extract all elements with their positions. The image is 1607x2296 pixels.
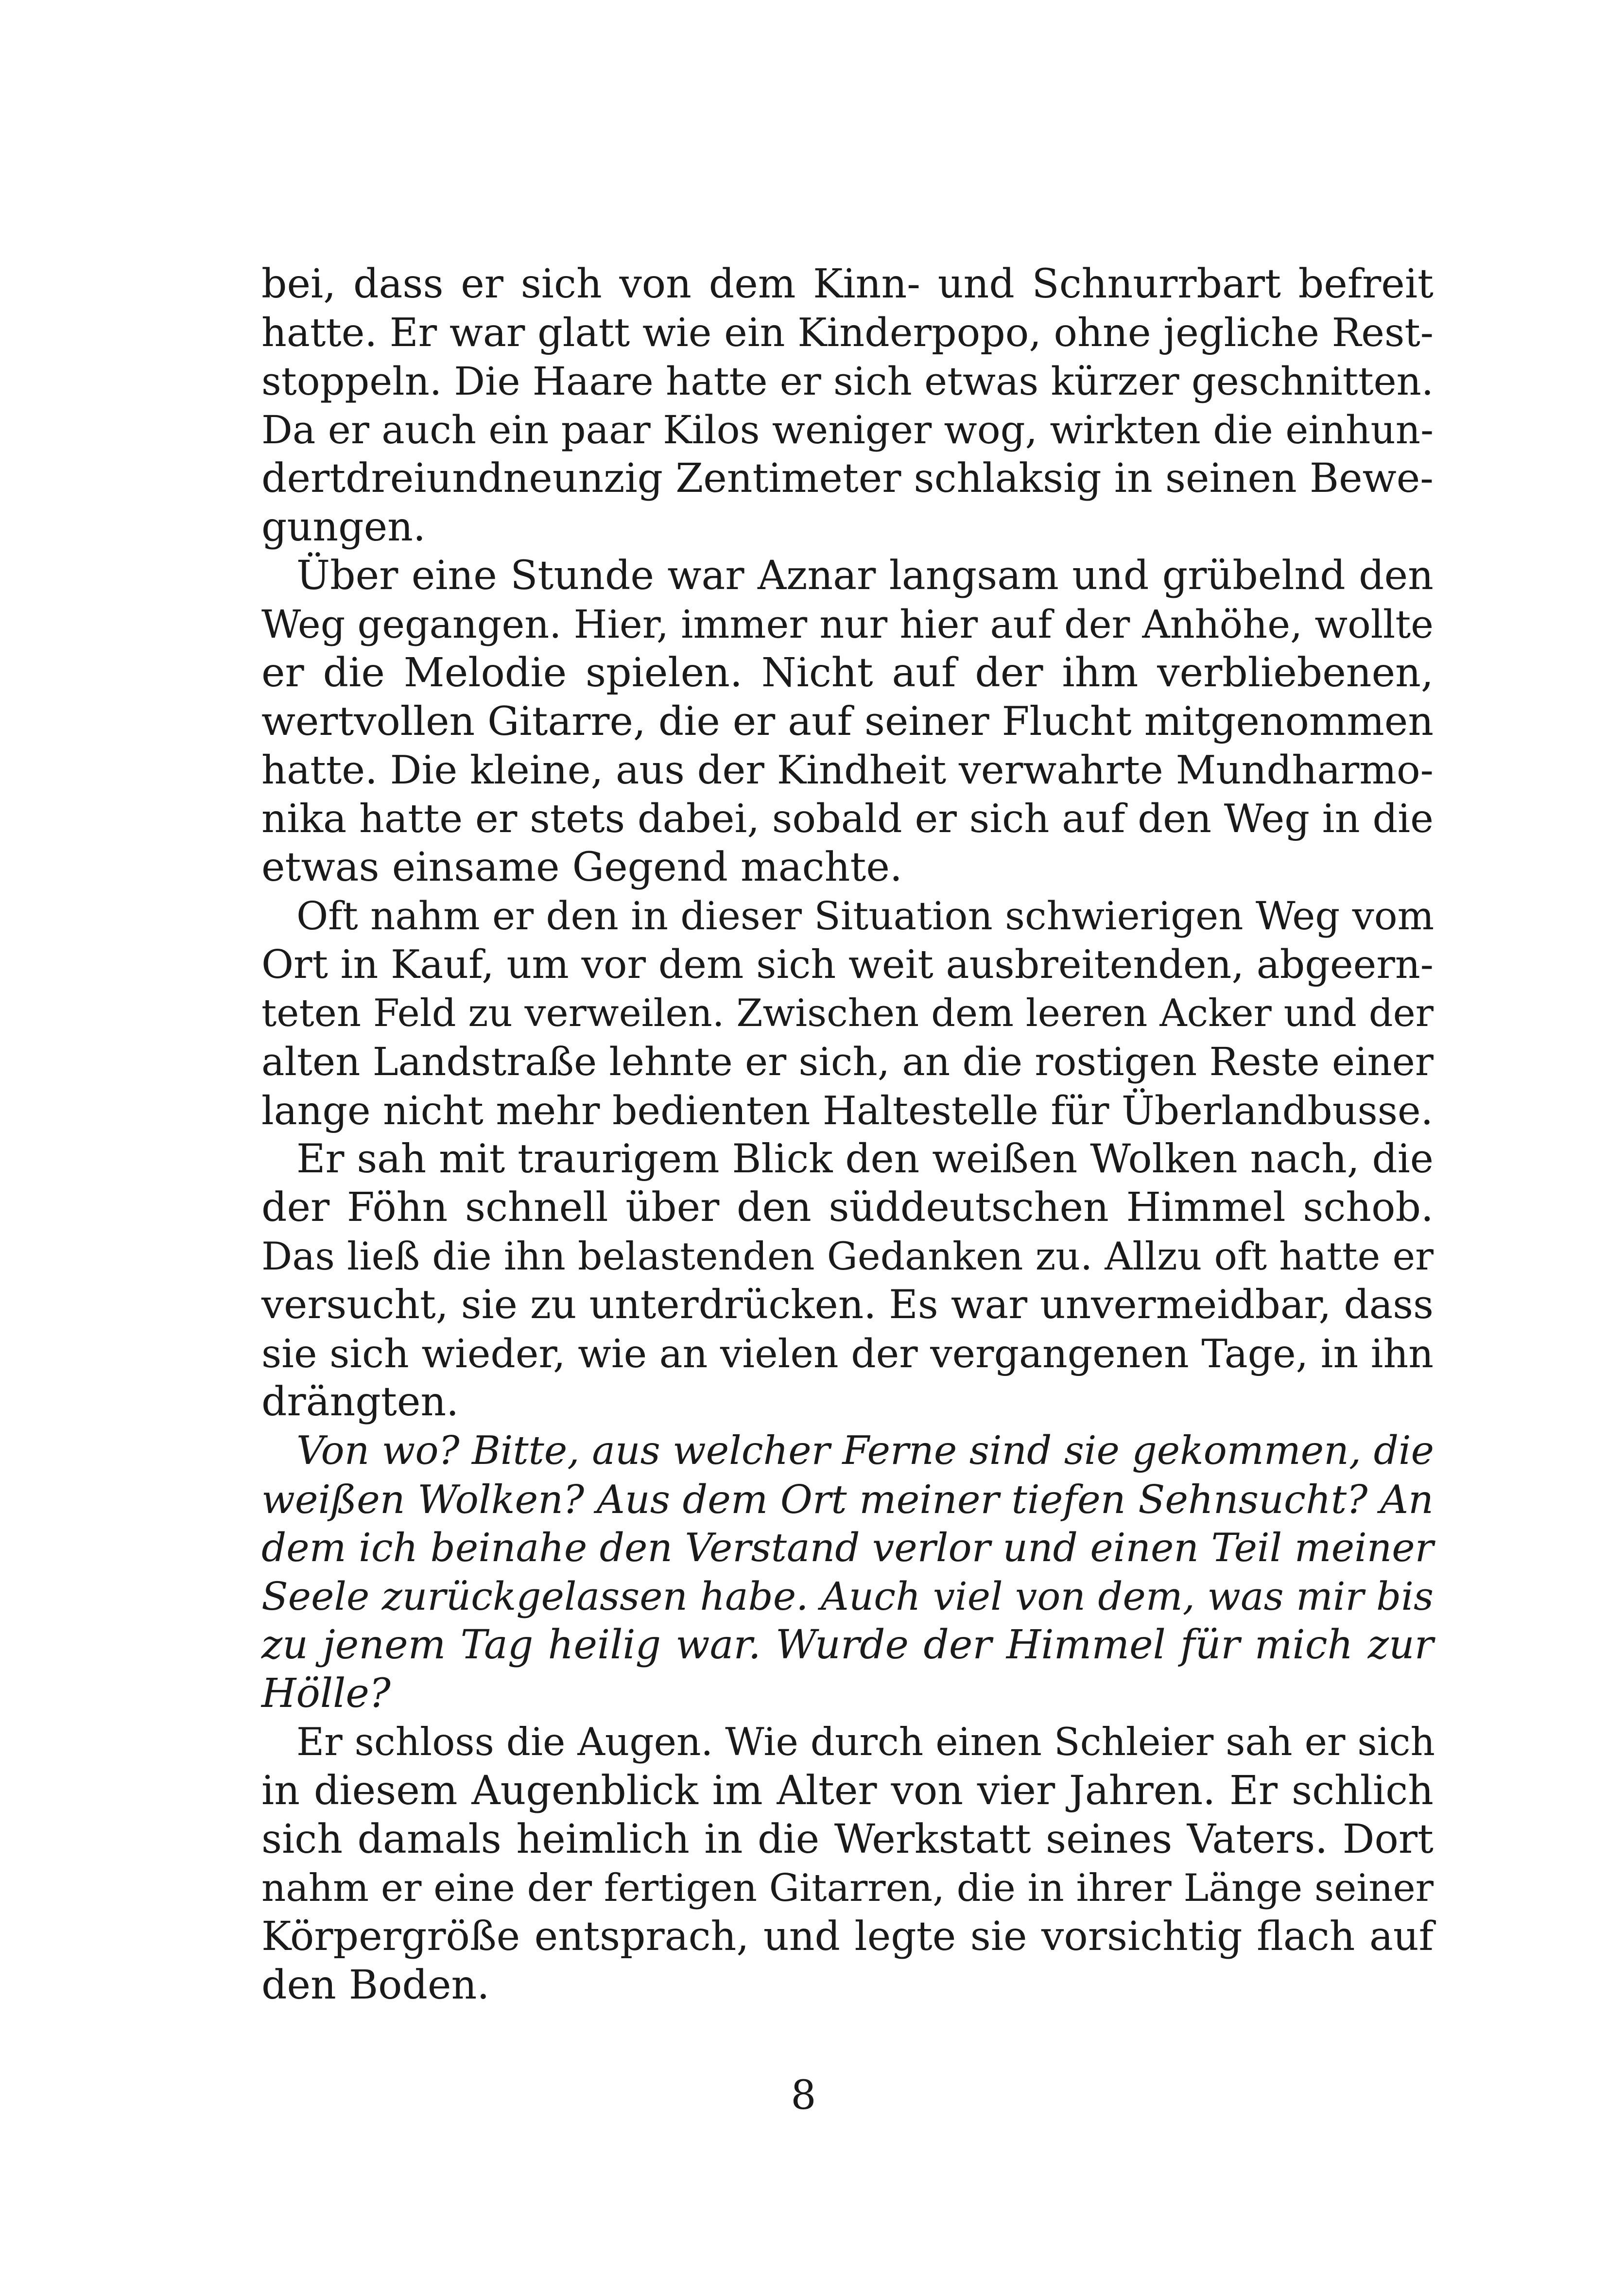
text-line: Er schloss die Augen. Wie durch einen Schleier sah er sich bbox=[296, 1720, 1435, 1764]
text-line: Von wo? Bitte, aus welcher Ferne sind sie gekommen, die bbox=[296, 1428, 1434, 1473]
paragraph bbox=[261, 1135, 1434, 1426]
text-line: sie sich wieder, wie an vielen der vergangenen Tage, in ihn bbox=[261, 1331, 1434, 1376]
text-line: stoppeln. Die Haare hatte er sich etwas kürzer geschnitten. bbox=[261, 359, 1434, 404]
text-line: drängten. bbox=[261, 1379, 459, 1425]
text-line: weißen Wolken? Aus dem Ort meiner tiefen Sehnsucht? An bbox=[261, 1477, 1434, 1522]
text-line: den Boden. bbox=[261, 1962, 490, 2008]
text-line: hatte. Die kleine, aus der Kindheit verwahrte Mundharmo- bbox=[261, 748, 1434, 793]
page-number: 8 bbox=[791, 2072, 816, 2119]
text-line: alten Landstraße lehnte er sich, an die rostigen Reste einer bbox=[261, 1039, 1434, 1084]
text-line: dem ich beinahe den Verstand verlor und einen Teil meiner bbox=[261, 1525, 1434, 1570]
paragraph bbox=[261, 1718, 1434, 2010]
text-line: in diesem Augenblick im Alter von vier Jahren. Er schlich bbox=[261, 1768, 1434, 1814]
text-line: dertdreiundneunzig Zentimeter schlaksig in seinen Bewe- bbox=[261, 455, 1434, 502]
text-line: sich damals heimlich in die Werkstatt seines Vaters. Dort bbox=[261, 1816, 1434, 1862]
text-line: Oft nahm er den in dieser Situation schwierigen Weg vom bbox=[296, 893, 1434, 939]
text-line: hatte. Er war glatt wie ein Kinderpopo, ohne jegliche Rest- bbox=[261, 310, 1434, 356]
text-line: Körpergröße entsprach, und legte sie vorsichtig flach auf bbox=[261, 1913, 1434, 1960]
text-line: Das ließ die ihn belastenden Gedanken zu. Allzu oft hatte er bbox=[261, 1234, 1434, 1279]
text-line: etwas einsame Gegend machte. bbox=[261, 844, 902, 890]
text-line: nika hatte er stets dabei, sobald er sich auf den Weg in die bbox=[261, 796, 1434, 842]
text-line: bei, dass er sich von dem Kinn- und Schnurrbart befreit bbox=[261, 261, 1434, 307]
text-line: lange nicht mehr bedienten Haltestelle für Überlandbusse. bbox=[261, 1088, 1434, 1133]
text-line: teten Feld zu verweilen. Zwischen dem leeren Acker und der bbox=[261, 991, 1434, 1035]
body-text bbox=[261, 260, 1434, 2010]
text-line: versucht, sie zu unterdrücken. Es war unvermeidbar, dass bbox=[261, 1282, 1434, 1328]
text-line: Über eine Stunde war Aznar langsam und grübelnd den bbox=[296, 553, 1434, 599]
text-line: gungen. bbox=[261, 504, 426, 550]
text-line: Hölle? bbox=[261, 1670, 391, 1717]
text-line: der Föhn schnell über den süddeutschen Himmel schob. bbox=[261, 1184, 1434, 1231]
text-line: Da er auch ein paar Kilos weniger wog, wirkten die einhun- bbox=[261, 407, 1434, 452]
paragraph bbox=[261, 892, 1434, 1135]
text-line: nahm er eine der fertigen Gitarren, die in ihrer Länge seiner bbox=[261, 1866, 1434, 1910]
text-line: Er sah mit traurigem Blick den weißen Wolken nach, die bbox=[296, 1136, 1434, 1182]
text-line: er die Melodie spielen. Nicht auf der ihm verbliebenen, bbox=[261, 650, 1434, 696]
paragraph bbox=[261, 552, 1434, 892]
text-line: wertvollen Gitarre, die er auf seiner Flucht mitgenommen bbox=[261, 698, 1434, 745]
text-line: Seele zurückgelassen habe. Auch viel von dem, was mir bis bbox=[261, 1574, 1434, 1619]
paragraph bbox=[261, 260, 1434, 552]
text-line: Ort in Kauf, um vor dem sich weit ausbreitenden, abgeern- bbox=[261, 942, 1434, 988]
text-line: Weg gegangen. Hier, immer nur hier auf der Anhöhe, wollte bbox=[261, 602, 1434, 647]
italic-paragraph bbox=[261, 1426, 1434, 1718]
text-line: zu jenem Tag heilig war. Wurde der Himmel für mich zur bbox=[261, 1622, 1434, 1668]
